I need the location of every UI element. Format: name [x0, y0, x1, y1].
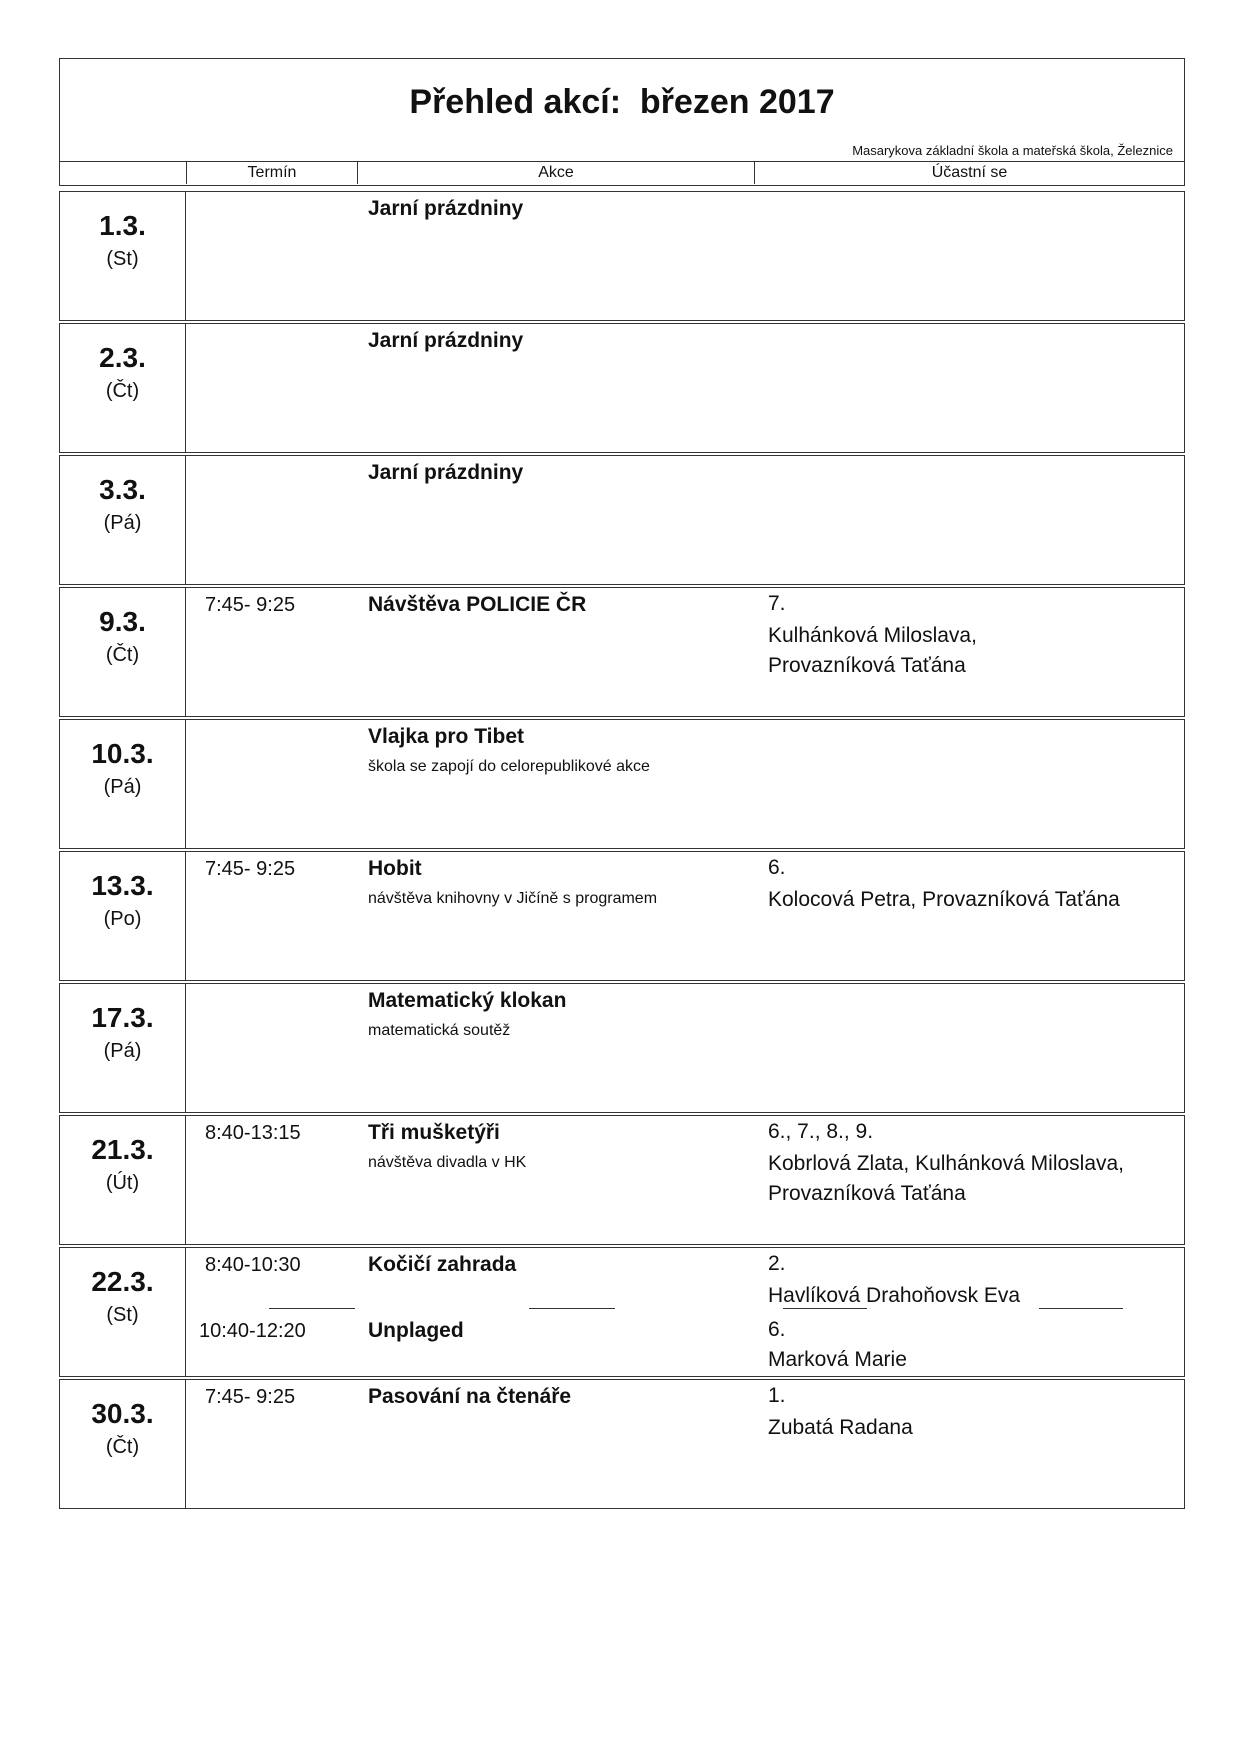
- participants-teacher: Marková Marie: [768, 1348, 907, 1371]
- event-subtitle: škola se zapojí do celorepublikové akce: [368, 758, 650, 775]
- column-header-termin: Termín: [186, 162, 357, 184]
- day-of-week: (Čt): [105, 380, 140, 402]
- column-header-akce: Akce: [357, 162, 754, 184]
- separator-line: [1039, 1308, 1123, 1309]
- day-row: [59, 455, 1185, 585]
- event-title: Jarní prázdniny: [368, 461, 524, 484]
- day-of-week: (St): [106, 1304, 139, 1326]
- event-time: 8:40-13:15: [205, 1122, 301, 1144]
- day-date: 3.3.: [99, 474, 146, 505]
- separator-line: [783, 1308, 867, 1309]
- day-of-week: (Pá): [103, 776, 142, 798]
- day-date: 9.3.: [99, 606, 146, 637]
- day-of-week: (Po): [103, 908, 142, 930]
- day-row: [59, 1115, 1185, 1245]
- event-time: 10:40-12:20: [199, 1320, 306, 1342]
- day-row: [59, 719, 1185, 849]
- day-date: 10.3.: [91, 738, 154, 769]
- column-headers: [59, 162, 1185, 186]
- participants-teacher: Provazníková Taťána: [768, 1182, 966, 1205]
- participants-teacher: Kolocová Petra, Provazníková Taťána: [768, 888, 1120, 911]
- day-date: 13.3.: [91, 870, 154, 901]
- date-cell: [60, 1116, 186, 1244]
- day-of-week: (Čt): [105, 644, 140, 666]
- event-title: Kočičí zahrada: [368, 1253, 517, 1276]
- event-title: Pasování na čtenáře: [368, 1385, 572, 1408]
- event-title: Jarní prázdniny: [368, 197, 524, 220]
- participants-teacher: Zubatá Radana: [768, 1416, 913, 1439]
- date-cell: [60, 192, 186, 320]
- day-row: [59, 851, 1185, 981]
- header-box: [59, 58, 1185, 162]
- event-title: Tři mušketýři: [368, 1121, 500, 1144]
- participants-class: 6.: [768, 1318, 786, 1341]
- event-title: Jarní prázdniny: [368, 329, 524, 352]
- event-time: 7:45- 9:25: [205, 858, 296, 880]
- event-time: 8:40-10:30: [205, 1254, 301, 1276]
- date-cell: [60, 324, 186, 452]
- day-row: [59, 983, 1185, 1113]
- day-of-week: (St): [106, 248, 139, 270]
- page-title: Přehled akcí: březen 2017: [409, 83, 835, 121]
- event-title: Unplaged: [368, 1319, 464, 1342]
- day-date: 1.3.: [99, 210, 146, 241]
- participants-teacher: Kulhánková Miloslava,: [768, 624, 977, 647]
- day-of-week: (Pá): [103, 1040, 142, 1062]
- participants-class: 2.: [768, 1252, 786, 1275]
- day-date: 22.3.: [91, 1266, 154, 1297]
- event-title: Vlajka pro Tibet: [368, 725, 524, 748]
- date-cell: [60, 852, 186, 980]
- day-date: 21.3.: [91, 1134, 154, 1165]
- column-header-date: [60, 162, 186, 184]
- date-cell: [60, 720, 186, 848]
- event-subtitle: návštěva knihovny v Jičíně s programem: [368, 890, 658, 907]
- participants-teacher: Provazníková Taťána: [768, 654, 966, 677]
- day-date: 17.3.: [91, 1002, 154, 1033]
- event-time: 7:45- 9:25: [205, 1386, 296, 1408]
- day-date: 2.3.: [99, 342, 146, 373]
- day-of-week: (Pá): [103, 512, 142, 534]
- day-of-week: (Čt): [105, 1436, 140, 1458]
- column-header-ucastni: Účastní se: [754, 162, 1184, 184]
- date-cell: [60, 984, 186, 1112]
- separator-line: [269, 1308, 355, 1309]
- participants-class: 6.: [768, 856, 786, 879]
- participants-class: 6., 7., 8., 9.: [768, 1120, 874, 1143]
- event-subtitle: návštěva divadla v HK: [368, 1154, 527, 1171]
- date-cell: [60, 1248, 186, 1376]
- participants-teacher: Havlíková Drahoňovsk Eva: [768, 1284, 1021, 1307]
- day-row: [59, 191, 1185, 321]
- day-row: [59, 323, 1185, 453]
- separator-line: [529, 1308, 615, 1309]
- date-cell: [60, 1380, 186, 1508]
- participants-teacher: Kobrlová Zlata, Kulhánková Miloslava,: [768, 1152, 1125, 1175]
- event-title: Matematický klokan: [368, 989, 567, 1012]
- participants-class: 7.: [768, 592, 786, 615]
- day-row: [59, 1379, 1185, 1509]
- event-title: Návštěva POLICIE ČR: [368, 593, 587, 616]
- event-time: 7:45- 9:25: [205, 594, 296, 616]
- day-of-week: (Út): [105, 1172, 140, 1194]
- date-cell: [60, 588, 186, 716]
- event-subtitle: matematická soutěž: [368, 1022, 511, 1039]
- date-cell: [60, 456, 186, 584]
- day-row: [59, 1247, 1185, 1377]
- participants-class: 1.: [768, 1384, 786, 1407]
- event-title: Hobit: [368, 857, 422, 880]
- school-name: Masarykova základní škola a mateřská škola, Železnice: [852, 143, 1173, 158]
- day-row: [59, 587, 1185, 717]
- day-date: 30.3.: [91, 1398, 154, 1429]
